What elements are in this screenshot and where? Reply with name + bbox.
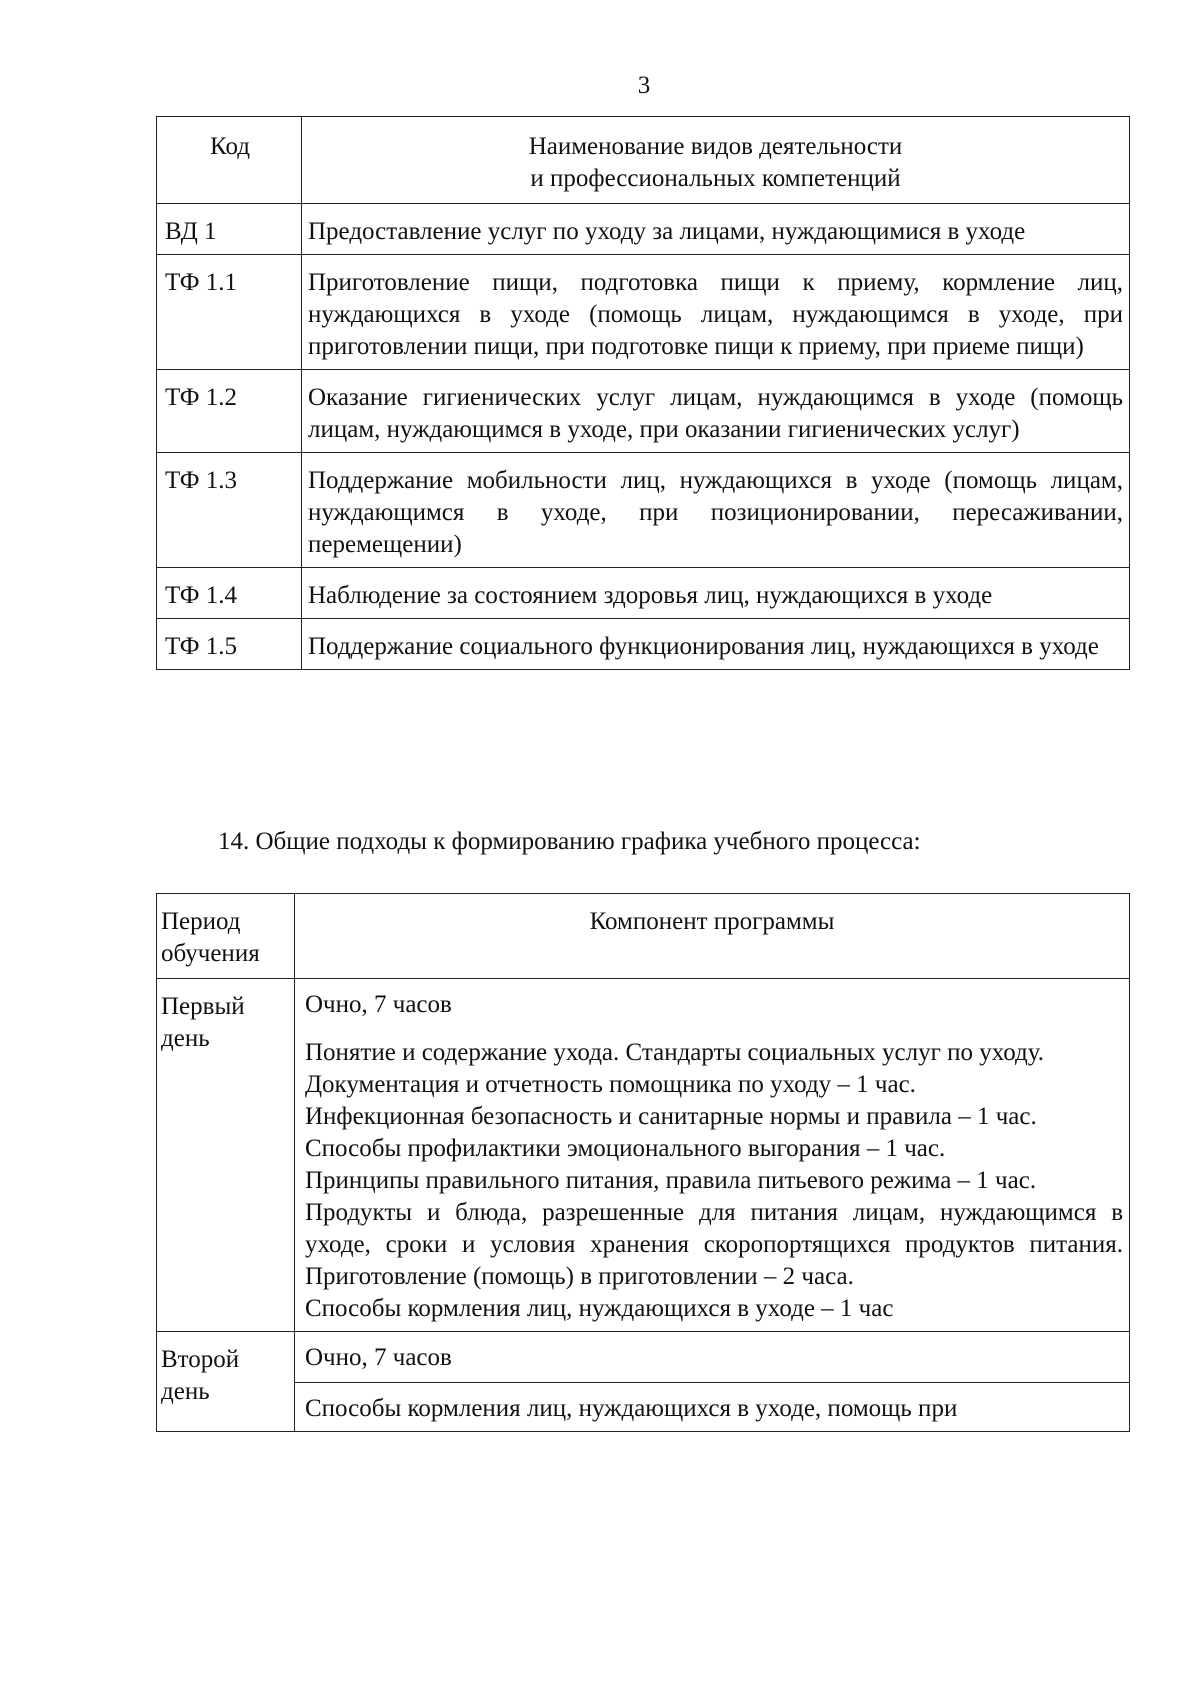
list-item: Инфекционная безопасность и санитарные нормы и правила – 1 час. — [305, 1103, 1037, 1130]
row-text: Поддержание социального функционирования лиц, нуждающихся в уходе — [302, 619, 1130, 670]
row-code: ТФ 1.1 — [157, 255, 302, 370]
table-row-day2 — [157, 1332, 1130, 1432]
list-item: Способы профилактики эмоционального выгорания – 1 час. — [305, 1135, 946, 1162]
table-header-row — [157, 894, 1130, 979]
competencies-table — [156, 116, 1130, 670]
row-code: ТФ 1.5 — [157, 619, 302, 670]
row-text: Предоставление услуг по уходу за лицами, нуждающимися в уходе — [302, 204, 1130, 255]
row-code: ТФ 1.3 — [157, 453, 302, 568]
list-item: Способы кормления лиц, нуждающихся в уходе – 1 час — [305, 1295, 894, 1322]
name-header — [302, 117, 1130, 204]
table-row — [157, 568, 1130, 619]
day2-component — [295, 1332, 1130, 1432]
name-header-line1: Наименование видов деятельности — [528, 133, 903, 160]
table-row — [157, 619, 1130, 670]
day1-label-word: день — [161, 1025, 210, 1052]
component-header-label: Компонент программы — [589, 908, 835, 935]
table-header-row — [157, 117, 1130, 204]
row-code: ТФ 1.4 — [157, 568, 302, 619]
list-item: Понятие и содержание ухода. Стандарты социальных услуг по уходу. — [305, 1039, 1045, 1066]
row-text: Оказание гигиенических услуг лицам, нуждающимся в уходе (помощь лицам, нуждающимся в уходе, при оказании гигиенических услуг) — [302, 370, 1130, 453]
day2-label-word: день — [161, 1378, 210, 1405]
period-header — [157, 894, 295, 979]
day1-label: Первый — [161, 993, 245, 1020]
day2-mode: Очно, 7 часов — [295, 1332, 1129, 1383]
day2-period — [157, 1332, 295, 1432]
day1-period — [157, 979, 295, 1332]
day1-content — [295, 1025, 1129, 1331]
period-header-line2: обучения — [161, 940, 260, 967]
name-header-line2: и профессиональных компетенций — [530, 165, 901, 192]
table-row — [157, 255, 1130, 370]
period-header-line1: Период — [161, 908, 241, 935]
day1-mode: Очно, 7 часов — [305, 991, 452, 1018]
schedule-table — [156, 893, 1130, 1432]
row-text: Поддержание мобильности лиц, нуждающихся в уходе (помощь лицам, нуждающимся в уходе, при позиционировании, пересаживании, перемещении) — [302, 453, 1130, 568]
section-title: 14. Общие подходы к формированию графика учебного процесса: — [218, 828, 921, 855]
page-number: 3 — [637, 72, 651, 99]
row-text: Наблюдение за состоянием здоровья лиц, нуждающихся в уходе — [302, 568, 1130, 619]
list-item: Продукты и блюда, разрешенные для питания лицам, нуждающимся в уходе, сроки и условия хранения скоропортящихся продуктов питания. Приготовление (помощь) в приготовлении – 2 часа. — [305, 1199, 1123, 1290]
list-item: Принципы правильного питания, правила питьевого режима – 1 час. — [305, 1167, 1037, 1194]
day2-label: Второй — [161, 1346, 240, 1373]
table-row — [157, 204, 1130, 255]
table-row — [157, 370, 1130, 453]
table-row-day1 — [157, 979, 1130, 1332]
row-text: Приготовление пищи, подготовка пищи к приему, кормление лиц, нуждающихся в уходе (помощь лицам, нуждающимся в уходе, при приготовлении пищи, при подготовке пищи к приему, при приеме пищи) — [302, 255, 1130, 370]
day2-first-line: Способы кормления лиц, нуждающихся в уходе, помощь при — [305, 1395, 958, 1422]
row-code: ТФ 1.2 — [157, 370, 302, 453]
day1-component — [295, 979, 1130, 1332]
list-item: Документация и отчетность помощника по уходу – 1 час. — [305, 1071, 916, 1098]
row-code: ВД 1 — [157, 204, 302, 255]
component-header — [295, 894, 1130, 979]
table-row — [157, 453, 1130, 568]
code-header: Код — [157, 117, 302, 204]
